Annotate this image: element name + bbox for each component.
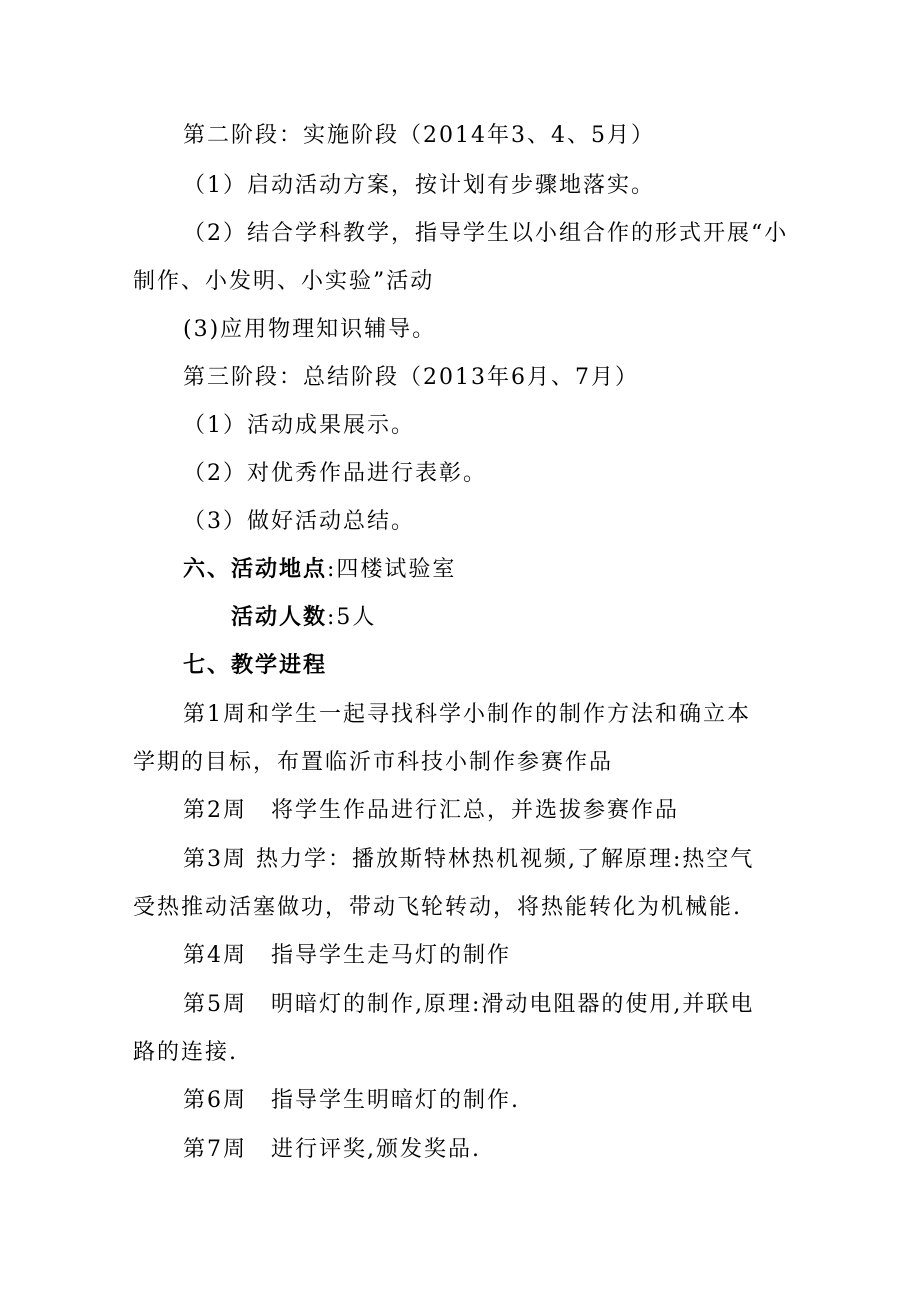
stage2-heading: 第二阶段：实施阶段（2014年3、4、5月） — [183, 123, 655, 148]
stage2-item-2-line-2: 制作、小发明、小实验”活动 — [133, 269, 435, 294]
stage3-item-3: （3）做好活动总结。 — [183, 509, 415, 534]
week3-line-2: 受热推动活塞做功，带动飞轮转动，将热能转化为机械能. — [133, 895, 742, 920]
section6-location-value: :四楼试验室 — [327, 557, 457, 582]
week3-line-1: 第3周 热力学：播放斯特林热机视频,了解原理:热空气 — [183, 847, 755, 872]
section6-location — [183, 555, 456, 585]
stage3-item-2: （2）对优秀作品进行表彰。 — [183, 461, 487, 486]
stage2-item-1: （1）启动活动方案，按计划有步骤地落实。 — [183, 173, 655, 198]
week6: 第6周 指导学生明暗灯的制作. — [183, 1088, 520, 1113]
section6-location-label: 六、活动地点 — [183, 557, 328, 582]
stage2-item-2-line-1: （2）结合学科教学，指导学生以小组合作的形式开展“小 — [183, 221, 789, 246]
week7: 第7周 进行评奖,颁发奖品. — [183, 1137, 481, 1162]
stage3-item-1: （1）活动成果展示。 — [183, 413, 415, 438]
stage3-heading: 第三阶段：总结阶段（2013年6月、7月） — [183, 365, 639, 390]
week1-line-1: 第1周和学生一起寻找科学小制作的制作方法和确立本 — [183, 702, 751, 727]
stage2-item-3: (3)应用物理知识辅导。 — [183, 317, 437, 342]
section7-heading: 七、教学进程 — [183, 653, 328, 678]
week5-line-2: 路的连接. — [133, 1040, 238, 1065]
section6-count — [231, 603, 376, 633]
week5-line-1: 第5周 明暗灯的制作,原理:滑动电阻器的使用,并联电 — [183, 992, 755, 1017]
week2: 第2周 将学生作品进行汇总，并选拔参赛作品 — [183, 798, 679, 823]
week4: 第4周 指导学生走马灯的制作 — [183, 943, 511, 968]
section6-count-label: 活动人数 — [231, 605, 328, 630]
section6-count-value: :5人 — [327, 605, 377, 630]
week1-line-2: 学期的目标，布置临沂市科技小制作参赛作品 — [133, 750, 614, 775]
